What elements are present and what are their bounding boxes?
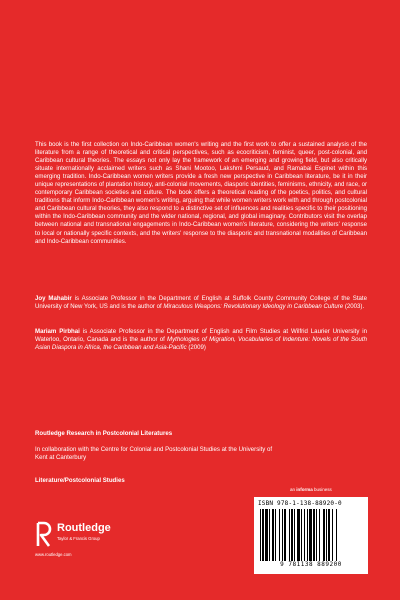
series-title: Routledge Research in Postcolonial Literatures: [35, 430, 173, 437]
subject-category: Literature/Postcolonial Studies: [35, 477, 125, 484]
bio-text: is Associate Professor in the Department of English at Suffolk County Community College of the State University of New York, US and is the author of: [35, 295, 367, 311]
bio-text: is Associate Professor in the Department of English and Film Studies at Wilfrid Laurier University in Waterloo, Ontario, Canada and is the author of: [35, 328, 367, 344]
book-title: Mythologies of Migration, Vocabularies of Indenture: Novels of the South Asian Diaspora in Africa, the Caribbean and Asia-Pacific: [35, 336, 367, 352]
informa-line: an informa business: [290, 487, 332, 492]
bio-text: (2009): [186, 344, 206, 352]
collaboration-note: In collaboration with the Centre for Colonial and Postcolonial Studies at the University of Kent at Canterbury: [35, 446, 273, 462]
informa-brand: informa: [296, 487, 313, 492]
isbn-label: ISBN 978-1-138-88920-0: [258, 500, 342, 507]
book-description: This book is the first collection on Indo-Caribbean women's writing and the first work to offer a sustained analysis of the literature from a range of theoretical and critical perspectives, such as ecocriticism, feminist, queer, post-colonial, and Caribbean cultural theories. The essays not only lay the framework of an emerging and growing field, but also critically situate internationally acclaimed writers such as Shani Mootoo, Lakshmi Persaud, and Ramabai Espinet within this emerging tradition. Indo-Caribbean women writers provide a fresh new perspective in Caribbean literature, be it in their unique representations of plantation history, anti-colonial movements, diasporic identities, feminisms, ethnicity, and race, or contemporary Caribbean societies and culture. The book offers a theoretical reading of the poetics, politics, and cultural traditions that inform Indo-Caribbean women's writing, arguing that while women writers work with and through postcolonial and Caribbean cultural theories, they also respond to a distinctive set of influences and realities specific to their positioning within the Indo-Caribbean community and the wider national, regional, and global imaginary. Contributors visit the overlap between national and transnational engagements in Indo-Caribbean women's literature, considering the writers' response to local or nationally specific contexts, and the writers' response to the diasporic and transnational modalities of Caribbean and Indo-Caribbean communities.: [35, 141, 367, 245]
publisher-logo: [35, 520, 145, 560]
barcode-icon: [260, 509, 362, 561]
bio-text: (2003).: [343, 303, 365, 311]
barcode-panel: [254, 497, 368, 574]
publisher-tagline: Taylor & Francis Group: [57, 536, 100, 541]
author-bio-mahabir: [35, 295, 367, 311]
author-name: Joy Mahabir: [35, 295, 72, 302]
publisher-url: www.routledge.com: [35, 552, 72, 557]
author-bio-pirbhai: [35, 328, 367, 352]
barcode-number: 9 781138 889200: [280, 561, 342, 568]
author-name: Mariam Pirbhai: [35, 328, 80, 335]
publisher-name: Routledge: [57, 522, 111, 534]
routledge-r-icon: [35, 520, 53, 548]
book-title: Miraculous Weapons: Revolutionary Ideology in Caribbean Culture: [163, 303, 344, 311]
